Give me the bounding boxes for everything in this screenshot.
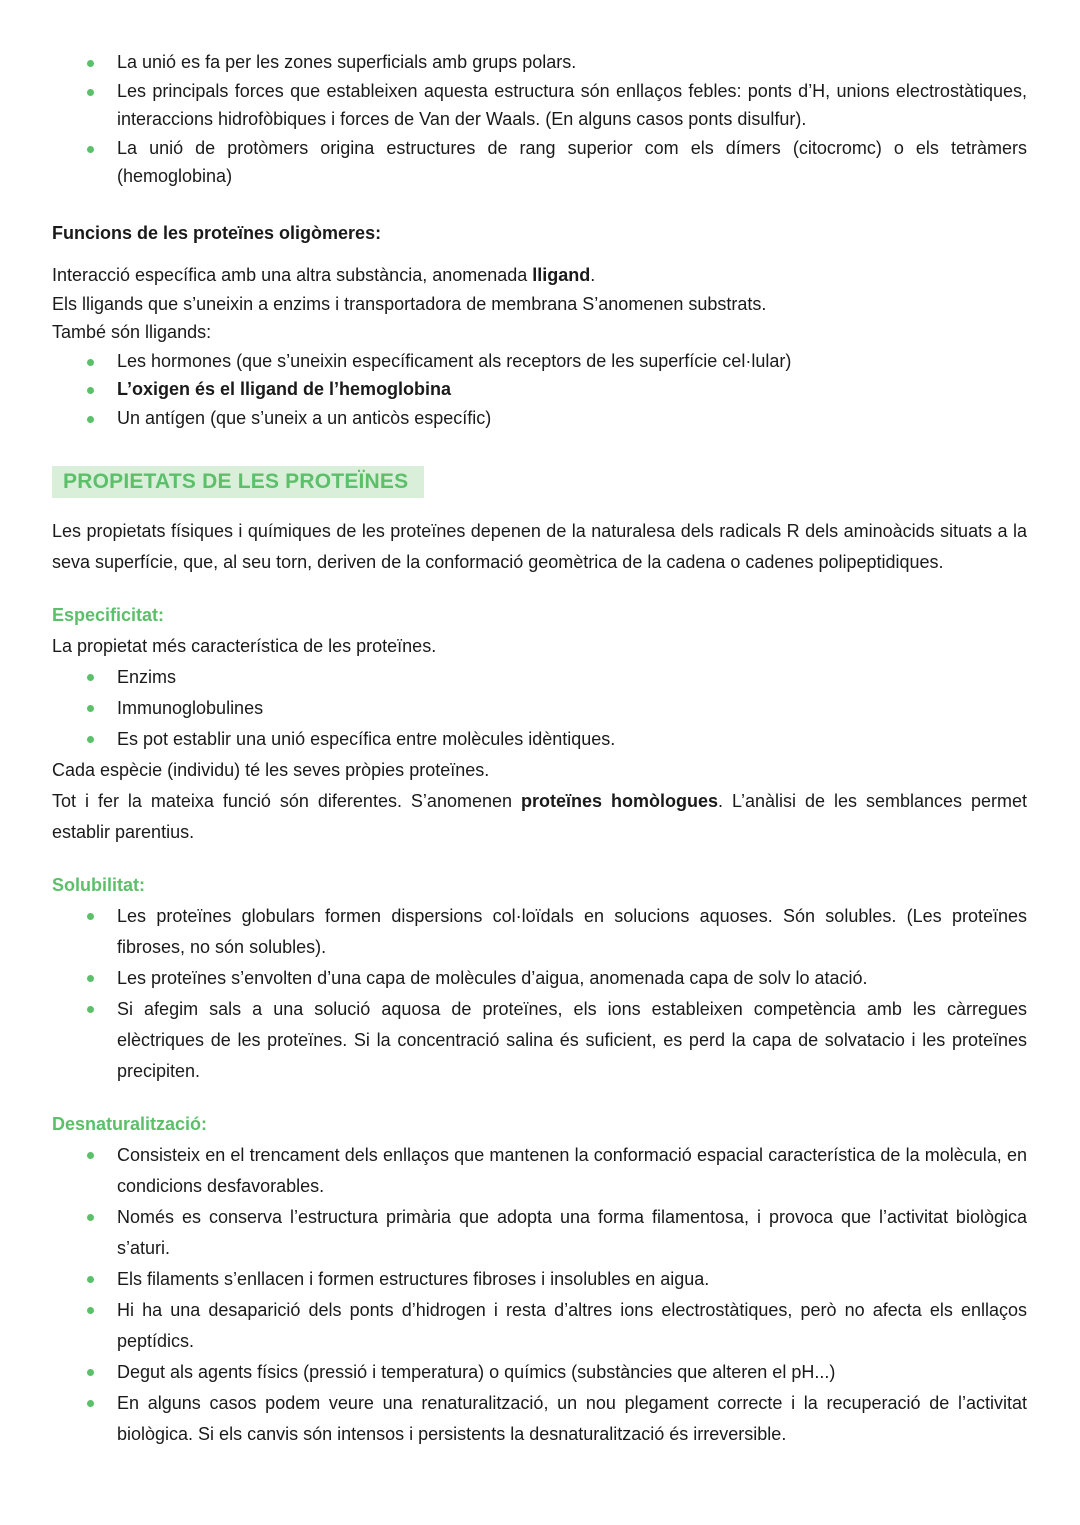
especificitat-bullet-list	[52, 662, 1027, 755]
list-item: Les proteïnes globulars formen dispersions col·loïdals en solucions aquoses. Són solubles. (Les proteïnes fibroses, no són solubles).	[52, 901, 1027, 963]
ligand-term: lligand	[532, 265, 591, 285]
document-page	[52, 48, 1027, 1450]
homologous-term: proteïnes homòlogues	[520, 791, 718, 811]
list-item: Consisteix en el trencament dels enllaços que mantenen la conformació espacial característica de la molècula, en condicions desfavorables.	[52, 1140, 1027, 1202]
oligomer-functions-heading: Funcions de les proteïnes oligòmeres:	[52, 222, 382, 243]
list-item: Hi ha una desaparició dels ponts d’hidrogen i resta d’altres ions electrostàtiques, però no afecta els enllaços peptídics.	[52, 1295, 1027, 1357]
list-item: Un antígen (que s’uneix a un anticòs específic)	[52, 404, 1027, 433]
list-item: Només es conserva l’estructura primària que adopta una forma filamentosa, i provoca que l’activitat biològica s’aturi.	[52, 1202, 1027, 1264]
list-item: En alguns casos podem veure una renaturalització, un nou plegament correcte i la recuperació de l’activitat biològica. Si els canvis són intensos i persistents la desnaturalització és irreversible.	[52, 1388, 1027, 1450]
list-item: L’oxigen és el lligand de l’hemoglobina	[52, 375, 1027, 404]
list-item: Si afegim sals a una solució aquosa de proteïnes, els ions estableixen competència amb les càrregues elèctriques de les proteïnes. Si la concentració salina és suficient, es perd la capa de solvatacio i les proteïnes precipiten.	[52, 994, 1027, 1087]
substrates-line: Els lligands que s’uneixin a enzims i transportadora de membrana S’anomenen substrats.	[52, 293, 767, 314]
list-item: Es pot establir una unió específica entre molècules idèntiques.	[52, 724, 1027, 755]
intro-bullet-list	[52, 48, 1027, 191]
especificitat-heading: Especificitat:	[52, 605, 165, 625]
ligands-bullet-list	[52, 347, 1027, 433]
ligands-intro-line: També són lligands:	[52, 322, 212, 342]
list-item: Les hormones (que s’uneixin específicament als receptors de les superfície cel·lular)	[52, 347, 1027, 376]
list-item: Immunoglobulines	[52, 693, 1027, 724]
solubilitat-bullet-list	[52, 901, 1027, 1087]
text-span: Tot i fer la mateixa funció són diferentes. S’anomenen	[52, 791, 521, 811]
properties-intro: Les propietats físiques i químiques de les proteïnes depenen de la naturalesa dels radicals R dels aminoàcids situats a la seva superfície, que, al seu torn, deriven de la conformació geomètrica de la cadena o cadenes polipeptidiques.	[52, 521, 1027, 572]
desnaturalitzacio-bullet-list	[52, 1140, 1027, 1450]
list-item: La unió es fa per les zones superficials amb grups polars.	[52, 48, 1027, 77]
section-title-propietats: PROPIETATS DE LES PROTEÏNES	[52, 466, 424, 498]
text-span: .	[590, 265, 596, 285]
ligand-definition	[52, 261, 1027, 290]
list-item: Les principals forces que estableixen aquesta estructura són enllaços febles: ponts d’H, unions electrostàtiques, interaccions hidrofòbiques i forces de Van der Waals. (En alguns casos ponts disulfur).	[52, 77, 1027, 134]
list-item: Degut als agents físics (pressió i temperatura) o químics (substàncies que alteren el pH...)	[52, 1357, 1027, 1388]
section-header-wrap	[52, 466, 1027, 498]
solubilitat-heading: Solubilitat:	[52, 875, 145, 895]
especificitat-line: La propietat més característica de les proteïnes.	[52, 636, 437, 656]
species-proteins-line: Cada espècie (individu) té les seves pròpies proteïnes.	[52, 760, 490, 780]
list-item: Les proteïnes s’envolten d’una capa de molècules d’aigua, anomenada capa de solv lo atació.	[52, 963, 1027, 994]
homologous-proteins-line	[52, 786, 1027, 848]
list-item: Els filaments s’enllacen i formen estructures fibroses i insolubles en aigua.	[52, 1264, 1027, 1295]
text-span: . L’anàlisi de les semblances permet establir parentius.	[52, 791, 1027, 842]
list-item: Enzims	[52, 662, 1027, 693]
list-item: La unió de protòmers origina estructures de rang superior com els dímers (citocromc) o els tetràmers (hemoglobina)	[52, 134, 1027, 191]
desnaturalitzacio-heading: Desnaturalització:	[52, 1114, 208, 1134]
text-span: Interacció específica amb una altra substància, anomenada	[52, 265, 533, 285]
